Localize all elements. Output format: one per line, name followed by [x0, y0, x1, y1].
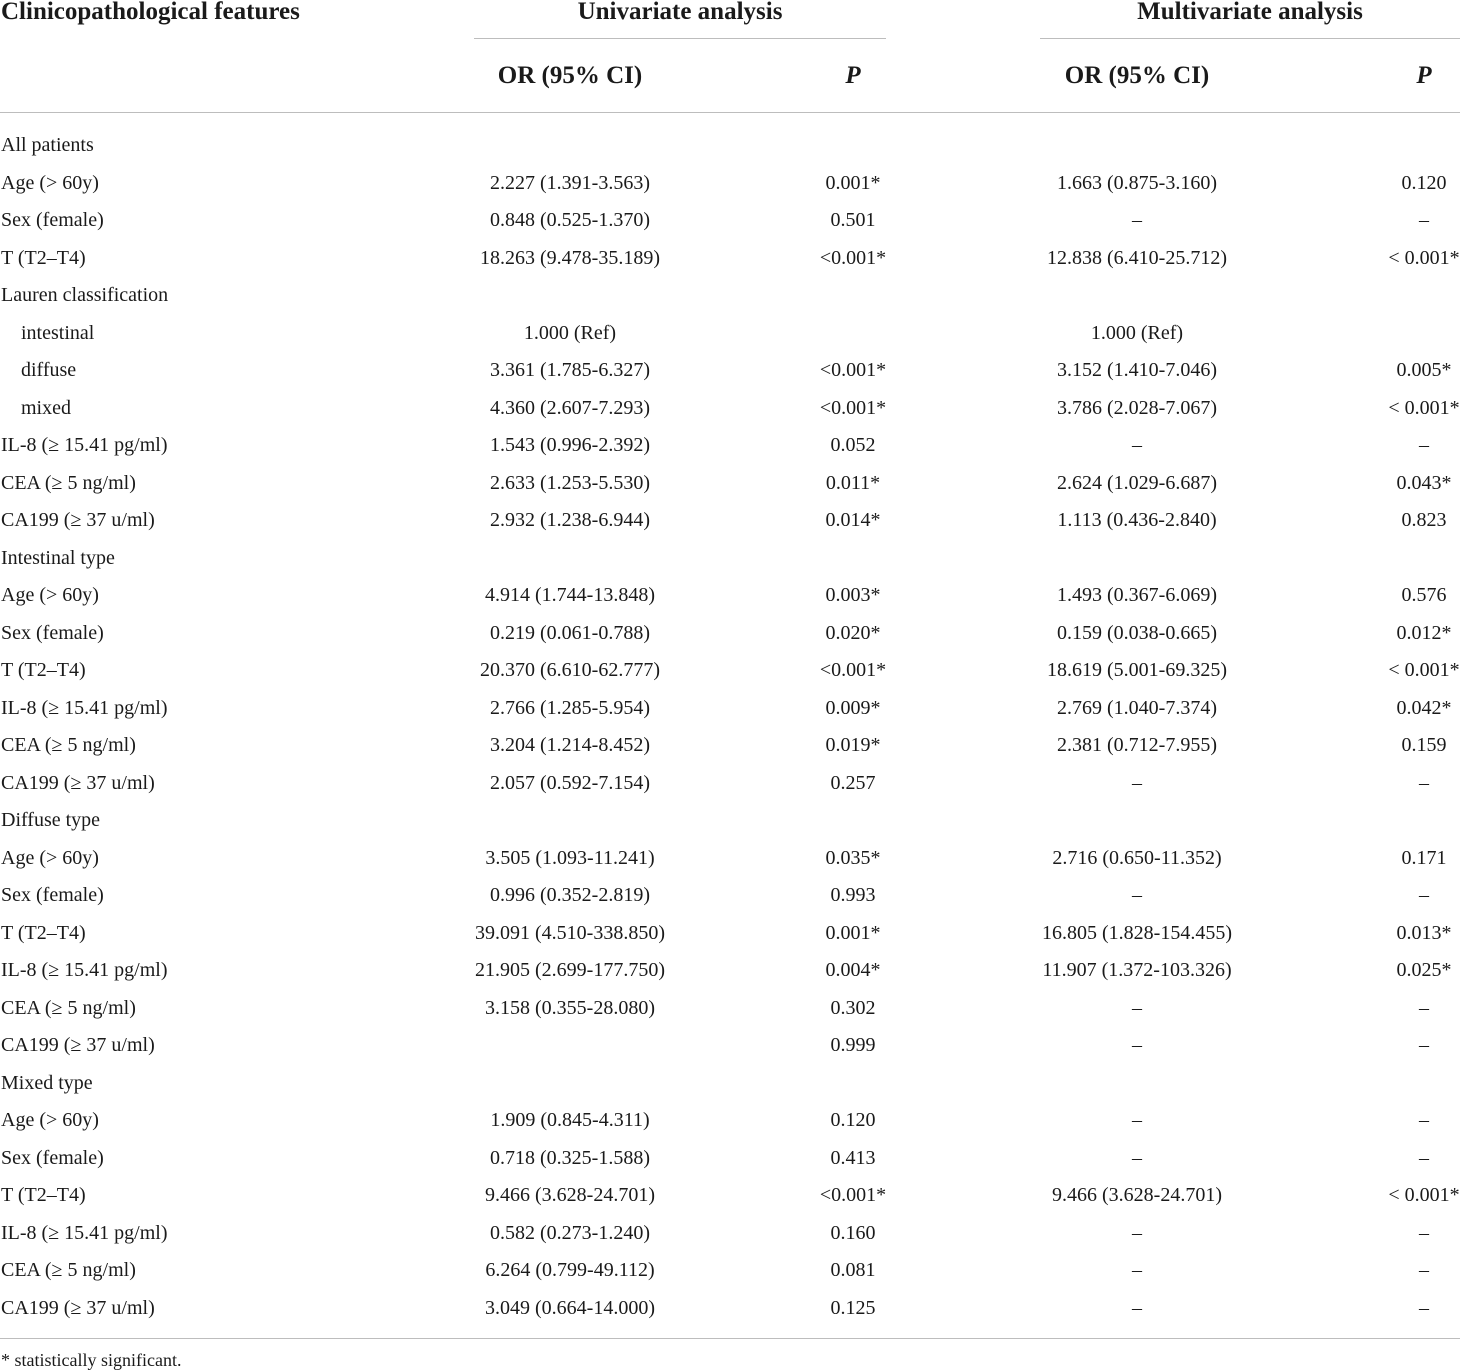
row-univariate-or: 3.049 (0.664-14.000) — [485, 1297, 655, 1319]
row-univariate-or: 2.633 (1.253-5.530) — [490, 472, 650, 494]
row-feature: Mixed type — [1, 1072, 93, 1094]
row-feature: IL-8 (≥ 15.41 pg/ml) — [1, 959, 168, 981]
row-multivariate-or: 2.381 (0.712-7.955) — [1057, 734, 1217, 756]
row-univariate-p: 0.020* — [825, 622, 881, 644]
row-multivariate-p: 0.042* — [1396, 697, 1452, 719]
row-univariate-or: 1.000 (Ref) — [523, 322, 617, 344]
row-multivariate-p: < 0.001* — [1388, 1184, 1460, 1206]
row-multivariate-or: 3.786 (2.028-7.067) — [1057, 397, 1217, 419]
row-feature: IL-8 (≥ 15.41 pg/ml) — [1, 697, 168, 719]
header-multi-p: P — [1416, 62, 1432, 89]
row-multivariate-or: – — [1132, 1259, 1142, 1281]
row-feature: Age (> 60y) — [1, 172, 99, 194]
row-feature: diffuse — [21, 359, 77, 381]
row-univariate-p: 0.001* — [825, 172, 881, 194]
row-univariate-or: 9.466 (3.628-24.701) — [485, 1184, 655, 1206]
row-multivariate-or: – — [1132, 1147, 1142, 1169]
row-multivariate-p: 0.120 — [1401, 172, 1447, 194]
row-feature: T (T2–T4) — [1, 247, 86, 269]
row-feature: T (T2–T4) — [1, 922, 86, 944]
row-univariate-or: 2.057 (0.592-7.154) — [490, 772, 650, 794]
row-univariate-p: 0.413 — [830, 1147, 876, 1169]
row-multivariate-or: – — [1132, 1222, 1142, 1244]
row-feature: CEA (≥ 5 ng/ml) — [1, 472, 136, 494]
row-multivariate-or: 1.000 (Ref) — [1090, 322, 1184, 344]
row-feature: Sex (female) — [1, 884, 104, 906]
row-univariate-p: 0.120 — [830, 1109, 876, 1131]
row-univariate-or: 4.360 (2.607-7.293) — [490, 397, 650, 419]
row-univariate-p: 0.993 — [830, 884, 876, 906]
header-univariate: Univariate analysis — [577, 0, 783, 25]
row-multivariate-or: 12.838 (6.410-25.712) — [1047, 247, 1227, 269]
row-univariate-p: 0.019* — [825, 734, 881, 756]
row-univariate-or: 3.505 (1.093-11.241) — [485, 847, 655, 869]
row-multivariate-or: – — [1132, 1109, 1142, 1131]
row-multivariate-p: < 0.001* — [1388, 247, 1460, 269]
row-feature: T (T2–T4) — [1, 659, 86, 681]
row-univariate-or: 2.227 (1.391-3.563) — [490, 172, 650, 194]
row-multivariate-p: 0.013* — [1396, 922, 1452, 944]
row-multivariate-p: 0.823 — [1401, 509, 1447, 531]
row-univariate-p: 0.125 — [830, 1297, 876, 1319]
row-feature: CA199 (≥ 37 u/ml) — [1, 509, 155, 531]
row-multivariate-or: 1.663 (0.875-3.160) — [1057, 172, 1217, 194]
row-multivariate-or: 0.159 (0.038-0.665) — [1057, 622, 1217, 644]
row-feature: IL-8 (≥ 15.41 pg/ml) — [1, 434, 168, 456]
header-uni-or-ci: OR (95% CI) — [497, 62, 643, 89]
row-univariate-or: 18.263 (9.478-35.189) — [480, 247, 660, 269]
row-univariate-p: 0.160 — [830, 1222, 876, 1244]
row-multivariate-p: – — [1419, 209, 1429, 231]
row-multivariate-or: 3.152 (1.410-7.046) — [1057, 359, 1217, 381]
row-multivariate-p: – — [1419, 997, 1429, 1019]
row-feature: Diffuse type — [1, 809, 101, 831]
row-multivariate-or: – — [1132, 1034, 1142, 1056]
header-bottom-rule — [0, 112, 1460, 113]
footnote: * statistically significant. — [1, 1350, 182, 1370]
row-multivariate-p: – — [1419, 1147, 1429, 1169]
row-feature: CEA (≥ 5 ng/ml) — [1, 997, 136, 1019]
row-feature: mixed — [21, 397, 71, 419]
row-univariate-p: 0.003* — [825, 584, 881, 606]
row-univariate-or: 0.219 (0.061-0.788) — [490, 622, 650, 644]
row-univariate-p: 0.014* — [825, 509, 881, 531]
multivariate-underline — [1040, 38, 1460, 39]
row-univariate-or: 1.543 (0.996-2.392) — [490, 434, 650, 456]
row-multivariate-p: – — [1419, 434, 1429, 456]
row-multivariate-or: 1.493 (0.367-6.069) — [1057, 584, 1217, 606]
row-multivariate-p: 0.005* — [1396, 359, 1452, 381]
univariate-underline — [474, 38, 886, 39]
row-multivariate-or: – — [1132, 434, 1142, 456]
row-univariate-p: 0.052 — [830, 434, 876, 456]
row-univariate-or: 6.264 (0.799-49.112) — [485, 1259, 655, 1281]
row-univariate-p: 0.081 — [830, 1259, 876, 1281]
row-multivariate-p: 0.576 — [1401, 584, 1447, 606]
row-univariate-p: 0.011* — [825, 472, 881, 494]
row-multivariate-p: < 0.001* — [1388, 397, 1460, 419]
row-feature: All patients — [1, 134, 94, 156]
row-multivariate-p: 0.012* — [1396, 622, 1452, 644]
row-univariate-p: 0.302 — [830, 997, 876, 1019]
row-univariate-or: 3.204 (1.214-8.452) — [490, 734, 650, 756]
row-feature: CEA (≥ 5 ng/ml) — [1, 1259, 136, 1281]
row-multivariate-or: 18.619 (5.001-69.325) — [1047, 659, 1227, 681]
row-multivariate-or: 1.113 (0.436-2.840) — [1057, 509, 1217, 531]
row-univariate-p: 0.004* — [825, 959, 881, 981]
row-multivariate-p: – — [1419, 1109, 1429, 1131]
row-univariate-or: 3.361 (1.785-6.327) — [490, 359, 650, 381]
header-uni-p: P — [845, 62, 861, 89]
row-feature: intestinal — [21, 322, 95, 344]
row-multivariate-p: – — [1419, 1222, 1429, 1244]
header-multivariate: Multivariate analysis — [1137, 0, 1363, 25]
row-univariate-or: 0.848 (0.525-1.370) — [490, 209, 650, 231]
row-multivariate-or: 2.624 (1.029-6.687) — [1057, 472, 1217, 494]
row-univariate-or: 1.909 (0.845-4.311) — [490, 1109, 650, 1131]
row-univariate-p: 0.001* — [825, 922, 881, 944]
row-univariate-p: <0.001* — [819, 359, 887, 381]
row-feature: Sex (female) — [1, 1147, 104, 1169]
row-univariate-or: 2.766 (1.285-5.954) — [490, 697, 650, 719]
row-multivariate-p: < 0.001* — [1388, 659, 1460, 681]
row-univariate-p: <0.001* — [819, 247, 887, 269]
row-feature: CA199 (≥ 37 u/ml) — [1, 1297, 155, 1319]
row-feature: Intestinal type — [1, 547, 115, 569]
row-feature: Age (> 60y) — [1, 1109, 99, 1131]
row-multivariate-or: – — [1132, 209, 1142, 231]
row-multivariate-p: 0.171 — [1401, 847, 1447, 869]
row-feature: Age (> 60y) — [1, 847, 99, 869]
row-univariate-p: <0.001* — [819, 1184, 887, 1206]
row-univariate-p: 0.999 — [830, 1034, 876, 1056]
row-multivariate-p: – — [1419, 1259, 1429, 1281]
row-multivariate-or: 2.716 (0.650-11.352) — [1052, 847, 1222, 869]
row-univariate-p: <0.001* — [819, 397, 887, 419]
row-feature: Age (> 60y) — [1, 584, 99, 606]
row-multivariate-or: 11.907 (1.372-103.326) — [1042, 959, 1232, 981]
header-multi-or-ci: OR (95% CI) — [1064, 62, 1210, 89]
row-feature: CA199 (≥ 37 u/ml) — [1, 772, 155, 794]
row-univariate-p: 0.257 — [830, 772, 876, 794]
row-feature: CA199 (≥ 37 u/ml) — [1, 1034, 155, 1056]
row-multivariate-p: – — [1419, 1034, 1429, 1056]
row-univariate-p: 0.009* — [825, 697, 881, 719]
row-multivariate-or: – — [1132, 997, 1142, 1019]
row-multivariate-or: – — [1132, 884, 1142, 906]
row-multivariate-p: – — [1419, 772, 1429, 794]
row-univariate-or: 21.905 (2.699-177.750) — [475, 959, 665, 981]
row-univariate-or: 0.582 (0.273-1.240) — [490, 1222, 650, 1244]
row-multivariate-p: 0.159 — [1401, 734, 1447, 756]
row-univariate-or: 0.996 (0.352-2.819) — [490, 884, 650, 906]
row-feature: Sex (female) — [1, 209, 104, 231]
row-multivariate-or: – — [1132, 1297, 1142, 1319]
row-univariate-or: 20.370 (6.610-62.777) — [480, 659, 660, 681]
row-univariate-or: 2.932 (1.238-6.944) — [490, 509, 650, 531]
row-multivariate-p: 0.025* — [1396, 959, 1452, 981]
row-univariate-or: 0.718 (0.325-1.588) — [490, 1147, 650, 1169]
row-multivariate-p: – — [1419, 884, 1429, 906]
header-features: Clinicopathological features — [1, 0, 300, 25]
row-multivariate-or: – — [1132, 772, 1142, 794]
row-multivariate-or: 9.466 (3.628-24.701) — [1052, 1184, 1222, 1206]
table-bottom-rule — [0, 1338, 1460, 1339]
row-univariate-p: 0.035* — [825, 847, 881, 869]
row-univariate-or: 3.158 (0.355-28.080) — [485, 997, 655, 1019]
row-feature: T (T2–T4) — [1, 1184, 86, 1206]
row-univariate-p: <0.001* — [819, 659, 887, 681]
row-multivariate-p: – — [1419, 1297, 1429, 1319]
row-feature: Lauren classification — [1, 284, 169, 306]
row-feature: IL-8 (≥ 15.41 pg/ml) — [1, 1222, 168, 1244]
row-feature: CEA (≥ 5 ng/ml) — [1, 734, 136, 756]
row-multivariate-or: 2.769 (1.040-7.374) — [1057, 697, 1217, 719]
row-multivariate-p: 0.043* — [1396, 472, 1452, 494]
row-multivariate-or: 16.805 (1.828-154.455) — [1042, 922, 1232, 944]
row-univariate-or: 4.914 (1.744-13.848) — [485, 584, 655, 606]
row-univariate-or: 39.091 (4.510-338.850) — [475, 922, 665, 944]
row-univariate-p: 0.501 — [830, 209, 876, 231]
row-feature: Sex (female) — [1, 622, 104, 644]
